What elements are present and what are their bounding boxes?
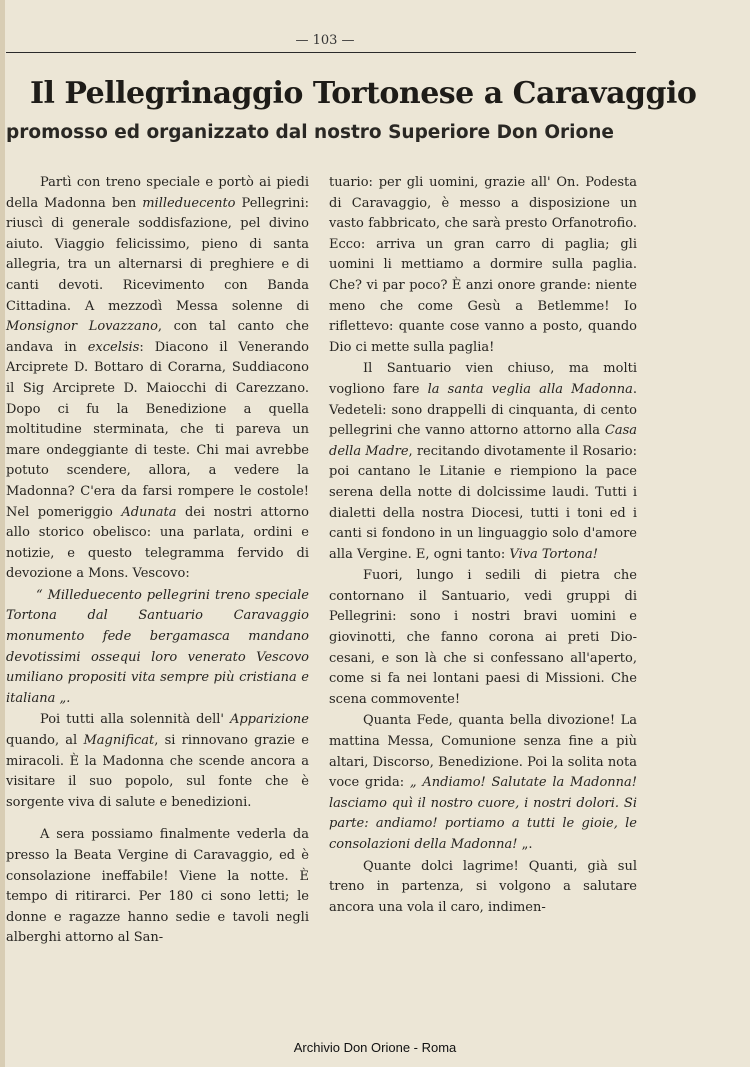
archive-footer: Archivio Don Orione - Roma [293,1040,457,1055]
paragraph: Partì con treno speciale e portò ai piedi della Madonna ben milleduecento Pellegrini: riuscì di generale soddisfazione, pel divino aiuto. Viaggio felicissimo, pieno di santa allegria, tra un alternarsi di preghiere e di canti devoti. Ricevimento con Banda Cittadina. A mezzodì Messa solenne di Monsignor Lovazzano, con tal canto che andava in excelsis: Diacono il Venerando Arciprete D. Bottaro di Corarna, Suddiacono il Sig Arciprete D. Maiocchi di Carezzano. Dopo ci fu la Benedizione a quella moltitudine sterminata, che ti pareva un mare ondeggiante di teste. Chi mai avrebbe potuto scendere, allora, a vedere la Madonna? C'era da farsi rompere le costole! Nel pomeriggio Adunata dei nostri attorno allo storico obelisco: una parlata, ordini e notizie, e questo telegramma fervido di devozione a Mons. Vescovo: [6,175,309,582]
paragraph: Quanta Fede, quanta bella divozione! La mattina Messa, Comunione senza fine a più altari, Discorso, Benedizione. Poi la solita nota voce grida: „ Andiamo! Salutate la Madonna! lasciamo quì il nostro cuore, i nostri dolori. Si parte: andiamo! portiamo a tutti le gioie, le consolazioni della Madonna! „. [329,713,637,852]
page-number: — 103 — [295,33,355,48]
left-column [6,173,309,949]
article-subtitle: promosso ed organizzato dal nostro Superiore Don Orione [6,122,614,143]
page-edge [0,0,5,1067]
article-title: Il Pellegrinaggio Tortonese a Caravaggio [30,76,697,111]
paragraph: Il Santuario vien chiuso, ma molti vogliono fare la santa veglia alla Madonna. Vedeteli: sono drappelli di cinquanta, di cento pellegrini che vanno attorno attorno alla Casa della Madre, recitando divotamente il Rosario: poi cantano le Litanie e riempiono la pace serena della notte di dolcissime laudi. Tutti i dialetti della nostra Diocesi, tutti i toni ed i canti si fondono in un linguaggio solo d'amore alla Vergine. E, ogni tanto: Viva Tortona! [329,361,638,562]
paragraph: tuario: per gli uomini, grazie all' On. Podesta di Caravaggio, è messo a disposizione un vasto fabbricato, che sarà presto Orfanotrofio. Ecco: arriva un gran carro di paglia; gli uomini li mettiamo a dormire sulla paglia. Che? vi par poco? È anzi onore grande: niente meno che come Gesù a Betlemme! Io riflettevo: quante cose vanno a posto, quando Dio ci mette sulla paglia! [329,175,637,355]
header-rule [6,52,636,53]
paragraph: A sera possiamo finalmente vederla da presso la Beata Vergine di Caravaggio, ed è consolazione ineffabile! Viene la notte. È tempo di ritirarci. Per 180 ci sono letti; le donne e ragazze hanno sedie e tavoli negli alberghi attorno al San- [6,827,309,946]
paragraph: Quante dolci lagrime! Quanti, già sul treno in partenza, si volgono a salutare ancora una vola il caro, indimen- [329,858,637,915]
paragraph: Fuori, lungo i sedili di pietra che contornano il Santuario, vedi gruppi di Pellegrini: sono i nostri bravi uomini e giovinotti, che fanno corona ai preti Diocesani, e son là che si confessano all'aperto, come si fa nei lontani paesi di Missioni. Che scena commovente! [329,568,637,707]
paragraph: Poi tutti alla solennità dell' Apparizione quando, al Magnificat, si rinnovano grazie e miracoli. È la Madonna che scende ancora a visitare il suo popolo, sul fonte che è sorgente viva di salute e benedizioni. [6,712,309,810]
telegram-quote: “ Milleduecento pellegrini treno speciale Tortona dal Santuario Caravaggio monumento fede bergamasca mandano devotissimi ossequi loro venerato Vescovo umiliano propositi vita sempre più cristiana e italiana „. [6,587,309,706]
right-column [329,173,637,918]
